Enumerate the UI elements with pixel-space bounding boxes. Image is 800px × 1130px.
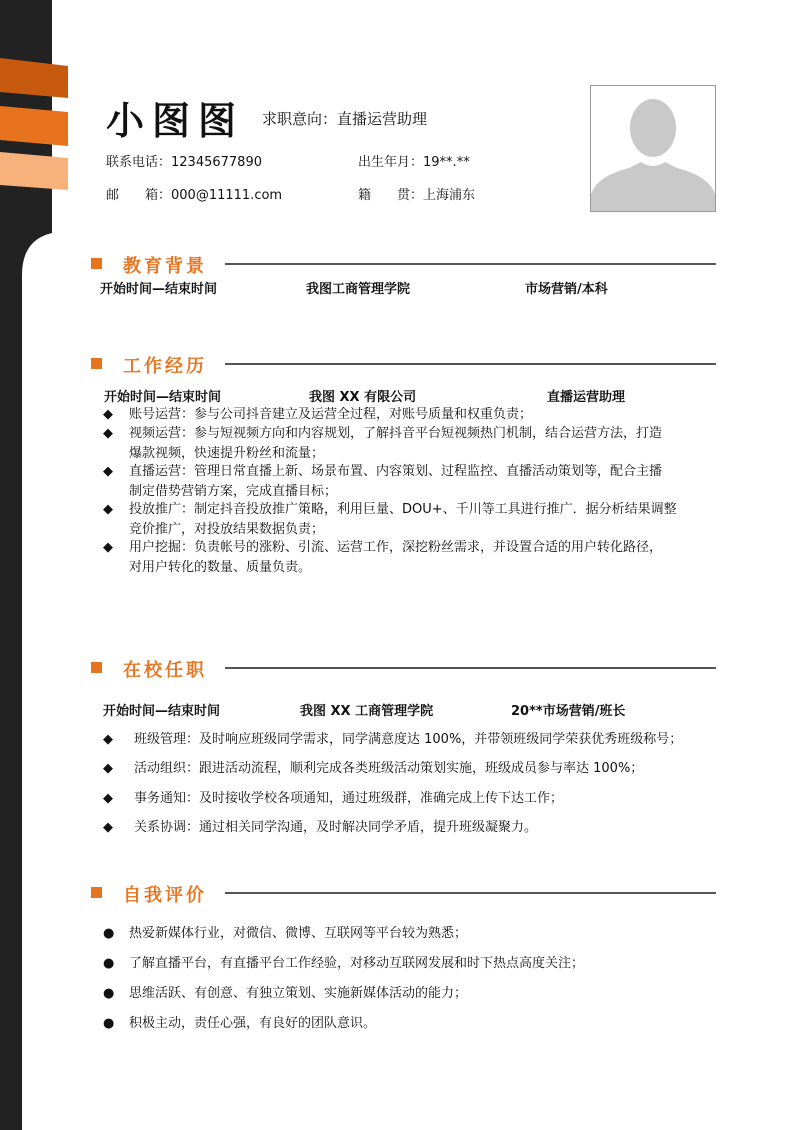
education-marker <box>91 258 102 269</box>
education-title: 教育背景 <box>123 256 207 277</box>
email-row <box>106 184 282 203</box>
campus-position: 20**市场营销/班长 <box>511 704 626 719</box>
work-title: 工作经历 <box>123 356 207 377</box>
campus-item-text: 活动组织：跟进活动流程，顺利完成各类班级活动策划实施，班级成员参与率达 100%； <box>134 761 644 776</box>
phone-row <box>106 151 262 170</box>
work-item-line: 竞价推广，对投放结果数据负责； <box>129 522 325 537</box>
self-marker <box>91 887 102 898</box>
profile-photo <box>590 85 716 212</box>
dot-bullet-icon: ● <box>103 1016 115 1031</box>
campus-school: 我图 XX 工商管理学院 <box>300 704 434 719</box>
diamond-bullet-icon: ◆ <box>103 407 113 422</box>
work-item-line: 爆款视频，快速提升粉丝和流量； <box>129 446 325 461</box>
origin-row <box>358 184 475 203</box>
birth-value: 19**.** <box>423 155 470 170</box>
work-item-line: 制定借势营销方案，完成直播目标； <box>129 484 338 499</box>
work-item-line: 用户挖掘：负责帐号的涨粉、引流、运营工作，深挖粉丝需求，并设置合适的用户转化路径， <box>129 540 663 555</box>
work-item-line: 视频运营：参与短视频方向和内容规划，了解抖音平台短视频热门机制，结合运营方法，打造 <box>129 426 663 441</box>
campus-item-text: 关系协调：通过相关同学沟通，及时解决同学矛盾，提升班级凝聚力。 <box>134 820 538 835</box>
diamond-bullet-icon: ◆ <box>103 540 113 555</box>
diamond-bullet-icon: ◆ <box>103 761 113 776</box>
self-title: 自我评价 <box>123 885 207 906</box>
self-item-text: 了解直播平台，有直播平台工作经验，对移动互联网发展和时下热点高度关注； <box>129 956 585 971</box>
campus-item-text: 班级管理：及时响应班级同学需求，同学满意度达 100%，并带领班级同学荣获优秀班级称号； <box>134 732 683 747</box>
phone-label: 联系电话： <box>106 155 172 170</box>
work-item-line: 直播运营：管理日常直播上新、场景布置、内容策划、过程监控、直播活动策划等，配合主播 <box>129 464 663 479</box>
job-intent-value: 直播运营助理 <box>337 110 428 128</box>
diamond-bullet-icon: ◆ <box>103 502 113 517</box>
campus-marker <box>91 662 102 673</box>
campus-title: 在校任职 <box>123 660 207 681</box>
origin-label: 籍 贯： <box>358 188 424 203</box>
work-company: 我图 XX 有限公司 <box>309 390 417 405</box>
diamond-bullet-icon: ◆ <box>103 426 113 441</box>
self-item-text: 思维活跃、有创意、有独立策划、实施新媒体活动的能力； <box>129 986 468 1001</box>
education-major: 市场营销/本科 <box>525 282 608 297</box>
email-value: 000@11111.com <box>171 188 283 203</box>
campus-divider <box>225 667 716 669</box>
education-time: 开始时间—结束时间 <box>100 282 218 297</box>
candidate-name: 小图图 <box>106 99 245 143</box>
email-label: 邮 箱： <box>106 188 172 203</box>
education-school: 我图工商管理学院 <box>306 282 411 297</box>
work-position: 直播运营助理 <box>547 390 626 405</box>
job-intent <box>262 108 427 129</box>
dot-bullet-icon: ● <box>103 926 115 941</box>
work-divider <box>225 363 716 365</box>
campus-time: 开始时间—结束时间 <box>103 704 221 719</box>
self-divider <box>225 892 716 894</box>
dot-bullet-icon: ● <box>103 986 115 1001</box>
diamond-bullet-icon: ◆ <box>103 820 113 835</box>
work-marker <box>91 358 102 369</box>
diamond-bullet-icon: ◆ <box>103 732 113 747</box>
birth-label: 出生年月： <box>358 155 424 170</box>
self-item-text: 积极主动，责任心强，有良好的团队意识。 <box>129 1016 377 1031</box>
diamond-bullet-icon: ◆ <box>103 464 113 479</box>
work-item-line: 对用户转化的数量、质量负责。 <box>129 560 312 575</box>
work-item-line: 账号运营：参与公司抖音建立及运营全过程，对账号质量和权重负责； <box>129 407 533 422</box>
education-divider <box>225 263 716 265</box>
diamond-bullet-icon: ◆ <box>103 791 113 806</box>
self-item-text: 热爱新媒体行业，对微信、微博、互联网等平台较为熟悉； <box>129 926 468 941</box>
campus-item-text: 事务通知：及时接收学校各项通知，通过班级群，准确完成上传下达工作； <box>134 791 564 806</box>
origin-value: 上海浦东 <box>423 188 476 203</box>
work-item-line: 投放推广：制定抖音投放推广策略，利用巨量、DOU+、千川等工具进行推广．据分析结果调整 <box>129 502 677 517</box>
work-time: 开始时间—结束时间 <box>104 390 222 405</box>
phone-value: 12345677890 <box>171 155 262 170</box>
dot-bullet-icon: ● <box>103 956 115 971</box>
job-intent-label: 求职意向： <box>262 110 338 128</box>
avatar-silhouette-icon <box>591 86 715 211</box>
birth-row <box>358 151 470 170</box>
